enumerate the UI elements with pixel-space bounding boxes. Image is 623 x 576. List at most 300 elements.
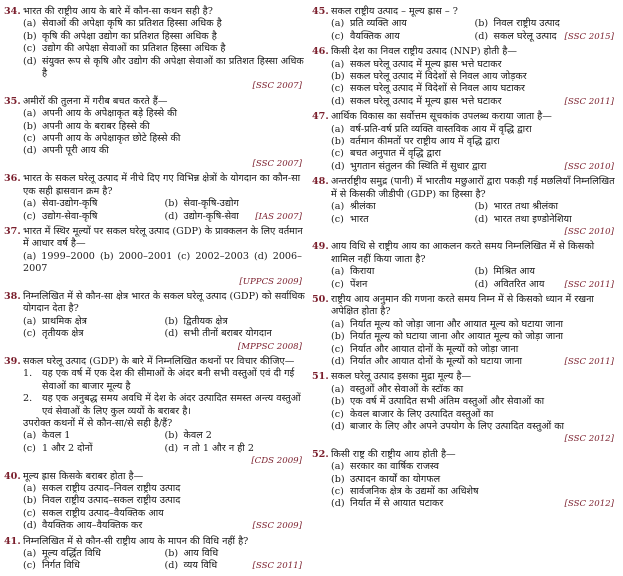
source-tag: [SSC 2012]: [564, 499, 614, 510]
question-number: 39.: [4, 355, 21, 367]
option-text: [350, 266, 475, 278]
option-text-content: सभी तीनों बराबर योगदान: [183, 328, 272, 340]
option-label: (a): [23, 483, 37, 495]
option-text-content: संयुक्त रूप से कृषि और उद्योग की अपेक्षा सेवाओं का प्रतिशत हिस्सा अधिक है: [42, 55, 304, 80]
question-number: 38.: [4, 290, 21, 302]
option-d: [165, 211, 307, 223]
option-label: (d): [164, 328, 179, 340]
option-c: [331, 214, 475, 226]
option-text: [350, 161, 618, 173]
option-text-content: आय विधि: [183, 548, 219, 560]
question-header: [4, 6, 306, 18]
option-label: (b): [331, 136, 345, 148]
source-tag: [MPPSC 2008]: [237, 341, 302, 352]
option-text-content: केवल बाजार के लिए उत्पादित वस्तुओं का: [350, 408, 494, 420]
question-item: [312, 371, 618, 445]
option-c: [23, 443, 165, 468]
option-text: [350, 461, 618, 473]
source-tag: [SSC 2012]: [564, 434, 614, 445]
question-item: [312, 294, 618, 368]
option-text-content: अपनी आय के बराबर हिस्से की: [42, 120, 150, 132]
option-label: (d): [331, 355, 345, 367]
option-label: (b): [474, 18, 489, 30]
options-list: [312, 319, 618, 369]
option-text: [350, 96, 618, 108]
left-column: [4, 6, 306, 576]
option-label: (b): [99, 250, 114, 262]
option-text: [42, 145, 306, 157]
options-list: [312, 124, 618, 174]
question-text: अमीरों की तुलना में गरीब बचत करते हैं—: [23, 95, 168, 107]
question-text: सकल घरेलू उत्पाद (GDP) के बारे में निम्नलिखित कथनों पर विचार कीजिए—: [23, 355, 295, 367]
question-text: आर्थिक विकास का सर्वोत्तम सूचकांक उपलब्ध कराया जाता है—: [331, 111, 552, 123]
option-text-content: वस्तुओं और सेवाओं के स्टॉक का: [350, 383, 464, 395]
option-d: [165, 443, 307, 468]
option-b: [331, 136, 618, 148]
statement-text: यह एक वर्ष में एक देश की सीमाओं के अंदर बनी सभी वस्तुओं एवं दी गई सेवाओं का बाजार मूल्य है: [42, 368, 295, 392]
option-label: (b): [164, 548, 179, 560]
option-label: (d): [164, 442, 179, 454]
option-label: (c): [23, 328, 36, 340]
question-header: [4, 356, 306, 368]
option-text-content: भारत तथा इण्डोनेशिया: [493, 213, 572, 225]
question-item: [312, 111, 618, 173]
question-text: भारत के सकल घरेलू उत्पाद में नीचे दिए गए विभिन्न क्षेत्रों के योगदान का कौन-सा एक सही ह्रासवान क्रम है?: [23, 173, 301, 197]
option-text: [350, 331, 618, 343]
option-label: (b): [474, 201, 489, 213]
option-text: [184, 316, 307, 328]
option-b: [165, 548, 307, 560]
source-tag: [SSC 2007]: [252, 81, 302, 92]
option-text: [350, 124, 618, 136]
question-number: 35.: [4, 95, 21, 107]
option-label: (d): [23, 520, 37, 532]
question-header: [312, 176, 618, 201]
option-label: (d): [164, 560, 179, 572]
question-header: [312, 241, 618, 266]
option-c: [23, 508, 306, 520]
option-d: [23, 56, 306, 81]
option-d: [23, 520, 306, 532]
option-text-content: द्वितीयक क्षेत्र: [183, 315, 228, 327]
option-text-content: किराया: [350, 266, 375, 278]
statement-number: 2.: [23, 393, 33, 405]
option-c: [23, 211, 165, 223]
options-list: [312, 461, 618, 511]
option-b: [331, 71, 618, 83]
option-label: (b): [331, 396, 345, 408]
option-label: (d): [331, 95, 345, 107]
option-b: [23, 495, 306, 507]
option-text: [42, 495, 306, 507]
question-item: [312, 241, 618, 291]
option-label: (c): [23, 133, 36, 145]
option-label: (c): [23, 43, 36, 55]
question-number: 49.: [312, 241, 329, 253]
option-d: [165, 560, 307, 572]
options-list: [4, 108, 306, 158]
question-number: 34.: [4, 6, 21, 17]
source-tag: [UPPCS 2009]: [239, 276, 302, 287]
question-item: [312, 46, 618, 108]
option-text-content: निवल राष्ट्रीय उत्पाद: [493, 18, 560, 30]
option-text-content: निर्यात में से आयात घटाकर: [350, 498, 444, 510]
source-tag: [SSC 2015]: [564, 31, 614, 42]
option-text: [350, 148, 618, 160]
option-text-content: सकल राष्ट्रीय उत्पाद–वैयक्तिक आय: [42, 507, 164, 519]
option-text: [350, 31, 475, 43]
option-text: [42, 560, 165, 572]
option-text: [350, 136, 618, 148]
question-item: [4, 356, 306, 468]
option-d: [165, 328, 307, 340]
question-item: [312, 6, 618, 43]
option-d: [331, 421, 618, 433]
question-number: 41.: [4, 535, 21, 547]
option-d: [331, 96, 618, 108]
option-label: (a): [23, 18, 37, 30]
option-label: (c): [331, 83, 344, 95]
option-label: (b): [164, 430, 179, 442]
option-label: (c): [331, 30, 344, 42]
option-label: (c): [177, 250, 191, 262]
option-text-content: वैयक्तिक आय: [350, 30, 400, 42]
option-b: [475, 18, 619, 30]
question-item: [4, 291, 306, 353]
option-d: [331, 498, 618, 510]
option-text-content: अवितरित आय: [493, 278, 545, 290]
option-label: (a): [331, 266, 345, 278]
option-text: [350, 83, 618, 95]
option-a: [331, 201, 475, 213]
option-text: [494, 279, 619, 291]
source-tag: [CDS 2009]: [251, 456, 302, 467]
option-text-content: मूल्य वर्द्धित विधि: [42, 548, 101, 560]
option-text-content: अपनी आय के अपेक्षाकृत छोटे हिस्से की: [42, 133, 181, 145]
option-label: (a): [23, 548, 37, 560]
question-number: 40.: [4, 470, 21, 482]
option-label: (d): [474, 213, 489, 225]
option-d: [475, 31, 619, 43]
source-tag: [SSC 2011]: [564, 279, 614, 290]
option-label: (d): [23, 55, 37, 67]
question-header: [4, 536, 306, 548]
option-label: (d): [331, 160, 345, 172]
option-text: [494, 201, 619, 213]
question-header: [4, 291, 306, 316]
question-header: [312, 46, 618, 58]
question-text: सकल घरेलू उत्पाद इसका मुद्रा मूल्य है—: [331, 371, 472, 383]
option-label: (d): [331, 498, 345, 510]
option-text: [350, 498, 618, 510]
option-text-content: मिश्रित आय: [493, 266, 535, 278]
option-label: (a): [331, 461, 345, 473]
option-text-content: निर्गत विधि: [42, 560, 80, 572]
option-label: (c): [331, 213, 344, 225]
option-text-content: केवल 1: [42, 430, 71, 442]
option-text-content: निर्यात मूल्य को घटाया जाना और आयात मूल्य को जोड़ा जाना: [350, 331, 564, 343]
option-b: [331, 474, 618, 486]
question-header: [312, 111, 618, 123]
option-text-content: तृतीयक क्षेत्र: [42, 328, 84, 340]
option-text-content: प्राथमिक क्षेत्र: [42, 315, 87, 327]
right-column: [312, 6, 618, 514]
question-item: [4, 536, 306, 573]
option-text: [350, 319, 618, 331]
options-list: [4, 198, 306, 223]
option-text-content: उत्पादन कार्यों का योगफल: [350, 473, 441, 485]
option-label: (a): [331, 201, 345, 213]
option-text: [184, 430, 307, 442]
option-label: (a): [23, 198, 37, 210]
option-text-content: भारत तथा श्रीलंका: [493, 201, 558, 213]
option-b: [475, 266, 619, 278]
option-label: (c): [331, 148, 344, 160]
option-label: (c): [331, 408, 344, 420]
options-inline: [4, 251, 306, 276]
option-text-content: सार्वजनिक क्षेत्र के उद्यमों का अधिशेष: [350, 486, 479, 498]
option-label: (c): [331, 486, 344, 498]
option-b: [331, 331, 618, 343]
option-label: (c): [23, 442, 36, 454]
options-list: [4, 548, 306, 573]
option-text: [42, 18, 306, 30]
option-text-content: वर्ष-प्रति-वर्ष प्रति व्यक्ति वास्तविक आय में वृद्धि द्वारा: [350, 123, 532, 135]
option-c: [331, 31, 475, 43]
option-text-content: उद्योग-सेवा-कृषि: [42, 210, 98, 222]
option-a: [331, 266, 475, 278]
option-text-content: सकल घरेलू उत्पाद में विदेशों से निवल आय घटाकर: [350, 83, 525, 95]
option-label: (b): [164, 198, 179, 210]
source-tag: [SSC 2011]: [564, 356, 614, 367]
question-header: [4, 471, 306, 483]
question-header: [312, 6, 618, 18]
question-number: 46.: [312, 46, 329, 58]
statement-text: यह एक अनुबद्ध समय अवधि में देश के अंदर उत्पादित समस्त अन्त्य वस्तुओं एवं सेवाओं के लिए कुल व्ययों के बराबर है।: [42, 393, 301, 417]
option-a: [23, 18, 306, 30]
options-list: [312, 59, 618, 109]
question-header: [312, 371, 618, 383]
question-number: 50.: [312, 293, 329, 305]
option-text: [42, 328, 165, 340]
option-text: [350, 201, 475, 213]
option-text-content: कृषि की अपेक्षा उद्योग का प्रतिशत हिस्सा अधिक है: [42, 30, 217, 42]
option-text: [42, 483, 306, 495]
option-text-content: भुगतान संतुलन की स्थिति में सुधार द्वारा: [350, 160, 487, 172]
option-label: (b): [331, 71, 345, 83]
option-label: (b): [164, 315, 179, 327]
option-text: [350, 214, 475, 226]
option-text-content: निवल राष्ट्रीय उत्पाद–सकल राष्ट्रीय उत्पाद: [42, 495, 181, 507]
question-number: 48.: [312, 176, 329, 188]
option-text: [42, 198, 165, 210]
question-number: 37.: [4, 225, 21, 237]
option-a: [331, 384, 618, 396]
option-text: [350, 59, 618, 71]
option-text: 2006–2007: [23, 250, 302, 275]
option-text-content: वर्तमान कीमतों पर राष्ट्रीय आय में वृद्धि द्वारा: [350, 136, 500, 148]
option-text-content: सेवा-कृषि-उद्योग: [183, 198, 239, 210]
option-c: [331, 344, 618, 356]
option-text-content: सकल घरेलू उत्पाद में विदेशों से निवल आय जोड़कर: [350, 71, 527, 83]
option-label: (c): [23, 560, 36, 572]
option-label: (d): [254, 250, 268, 262]
question-text: निम्नलिखित में से कौन-सी राष्ट्रीय आय के मापन की विधि नहीं है?: [23, 535, 249, 547]
option-text: 1999–2000: [41, 250, 95, 262]
option-b: [23, 31, 306, 43]
option-text-content: केवल 2: [183, 430, 212, 442]
option-text: [350, 384, 618, 396]
option-text: [42, 211, 165, 223]
option-a: [331, 124, 618, 136]
option-text: [350, 356, 618, 368]
option-d: [475, 279, 619, 291]
options-list: [312, 266, 618, 291]
option-text-content: एक वर्ष में उत्पादित सभी अंतिम वस्तुओं और सेवाओं का: [350, 396, 545, 408]
option-d: [23, 145, 306, 157]
option-text-content: निर्यात और आयात दोनों के मूल्यों को घटाया जाना: [350, 355, 523, 367]
option-c: [331, 83, 618, 95]
option-label: (b): [474, 266, 489, 278]
option-text-content: अपनी आय के अपेक्षाकृत बड़े हिस्से की: [42, 108, 177, 120]
question-text: सकल राष्ट्रीय उत्पाद – मूल्य ह्रास – ?: [331, 6, 458, 17]
option-label: (c): [331, 343, 344, 355]
option-text-content: सकल घरेलू उत्पाद: [493, 30, 557, 42]
option-text: [350, 421, 618, 433]
option-text: [494, 266, 619, 278]
option-label: (b): [23, 120, 37, 132]
question-item: [4, 96, 306, 170]
option-text-content: सकल राष्ट्रीय उत्पाद–निवल राष्ट्रीय उत्पाद: [42, 483, 181, 495]
option-text-content: उद्योग-कृषि-सेवा: [183, 210, 239, 222]
option-c: [331, 279, 475, 291]
option-c: [23, 133, 306, 145]
statement-number: 1.: [23, 368, 33, 380]
options-list: [312, 201, 618, 226]
option-text: [184, 211, 307, 223]
option-c: [331, 486, 618, 498]
option-b: [165, 198, 307, 210]
option-text: [42, 548, 165, 560]
question-text: किसी राष्ट्र की राष्ट्रीय आय होती है—: [331, 448, 456, 460]
option-text: [184, 328, 307, 340]
options-list: [4, 316, 306, 341]
option-text-content: सरकार का वार्षिक राजस्व: [350, 461, 439, 473]
option-c: [331, 148, 618, 160]
option-label: (b): [331, 473, 345, 485]
option-text: [350, 279, 475, 291]
option-label: (a): [23, 250, 37, 262]
option-text: [350, 474, 618, 486]
options-list: [4, 430, 306, 467]
option-b: [23, 121, 306, 133]
option-text: [42, 316, 165, 328]
option-label: (a): [331, 383, 345, 395]
option-text-content: बाजार के लिए और अपने उपयोग के लिए उत्पादित वस्तुओं का: [350, 421, 565, 432]
source-tag: [SSC 2011]: [564, 96, 614, 107]
option-text-content: प्रति व्यक्ति आय: [350, 18, 407, 30]
option-d: [331, 161, 618, 173]
option-text-content: 1 और 2 दोनों: [42, 442, 93, 454]
option-text: [350, 396, 618, 408]
option-text: [42, 31, 306, 43]
option-label: (d): [331, 421, 345, 432]
question-number: 36.: [4, 173, 21, 185]
question-number: 45.: [312, 6, 329, 17]
option-text: [42, 520, 306, 532]
option-a: [23, 430, 165, 442]
option-label: (d): [474, 30, 489, 42]
options-list: [312, 384, 618, 434]
option-label: (b): [23, 30, 37, 42]
option-text: [350, 486, 618, 498]
option-text: 2000–2001: [118, 250, 173, 262]
option-label: (c): [331, 278, 344, 290]
option-text: [184, 548, 307, 560]
statement: [4, 393, 306, 418]
option-text: [42, 43, 306, 55]
question-item: [4, 6, 306, 93]
option-text: [42, 121, 306, 133]
option-text-content: व्यय विधि: [183, 560, 218, 572]
statement: [4, 368, 306, 393]
question-number: 47.: [312, 111, 329, 123]
option-label: (a): [23, 315, 37, 327]
options-list: [4, 18, 306, 80]
source-tag: [SSC 2009]: [252, 521, 302, 532]
option-c: [23, 328, 165, 340]
option-label: (b): [331, 331, 345, 343]
options-list: [4, 483, 306, 533]
question-text: भारत की राष्ट्रीय आय के बारे में कौन-सा कथन सही है?: [23, 6, 213, 17]
option-text: [350, 18, 475, 30]
option-label: (a): [331, 58, 345, 70]
question-number: 52.: [312, 448, 329, 460]
source-tag: [IAS 2007]: [255, 211, 302, 222]
option-text: [42, 430, 165, 442]
question-text: मूल्य ह्रास किसके बराबर होता है—: [23, 470, 144, 482]
option-label: (d): [23, 145, 37, 157]
question-item: [4, 226, 306, 288]
source-tag: [SSC 2010]: [564, 161, 614, 172]
option-label: (b): [23, 495, 37, 507]
option-text: [42, 56, 306, 81]
source-tag: [SSC 2007]: [252, 158, 302, 169]
options-list: [312, 18, 618, 43]
option-text-content: भारत: [350, 213, 369, 225]
question-text: निम्नलिखित में से कौन-सा क्षेत्र भारत के सकल घरेलू उत्पाद (GDP) को सर्वाधिक योगदान देता है?: [23, 290, 305, 315]
option-text-content: निर्यात और आयात दोनों के मूल्यों को जोड़ा जाना: [350, 343, 519, 355]
option-text-content: निर्यात मूल्य को जोड़ा जाना और आयात मूल्य को घटाया जाना: [350, 318, 564, 330]
option-text-content: श्रीलंका: [350, 201, 376, 213]
option-a: [331, 319, 618, 331]
option-text: [494, 214, 619, 226]
option-text-content: सकल घरेलू उत्पाद में मूल्य ह्रास भत्ते घटाकर: [350, 58, 502, 70]
option-a: [23, 316, 165, 328]
option-c: [23, 560, 165, 572]
option-text-content: सेवाओं की अपेक्षा कृषि का प्रतिशत हिस्सा अधिक है: [42, 18, 222, 30]
option-label: (d): [164, 210, 179, 222]
source-tag: [SSC 2010]: [564, 226, 614, 237]
option-c: [23, 43, 306, 55]
option-text: 2002–2003: [195, 250, 249, 262]
option-a: [331, 461, 618, 473]
option-d: [475, 214, 619, 226]
option-label: (c): [23, 210, 36, 222]
option-b: [165, 430, 307, 442]
option-a: [23, 548, 165, 560]
option-label: (a): [331, 318, 345, 330]
